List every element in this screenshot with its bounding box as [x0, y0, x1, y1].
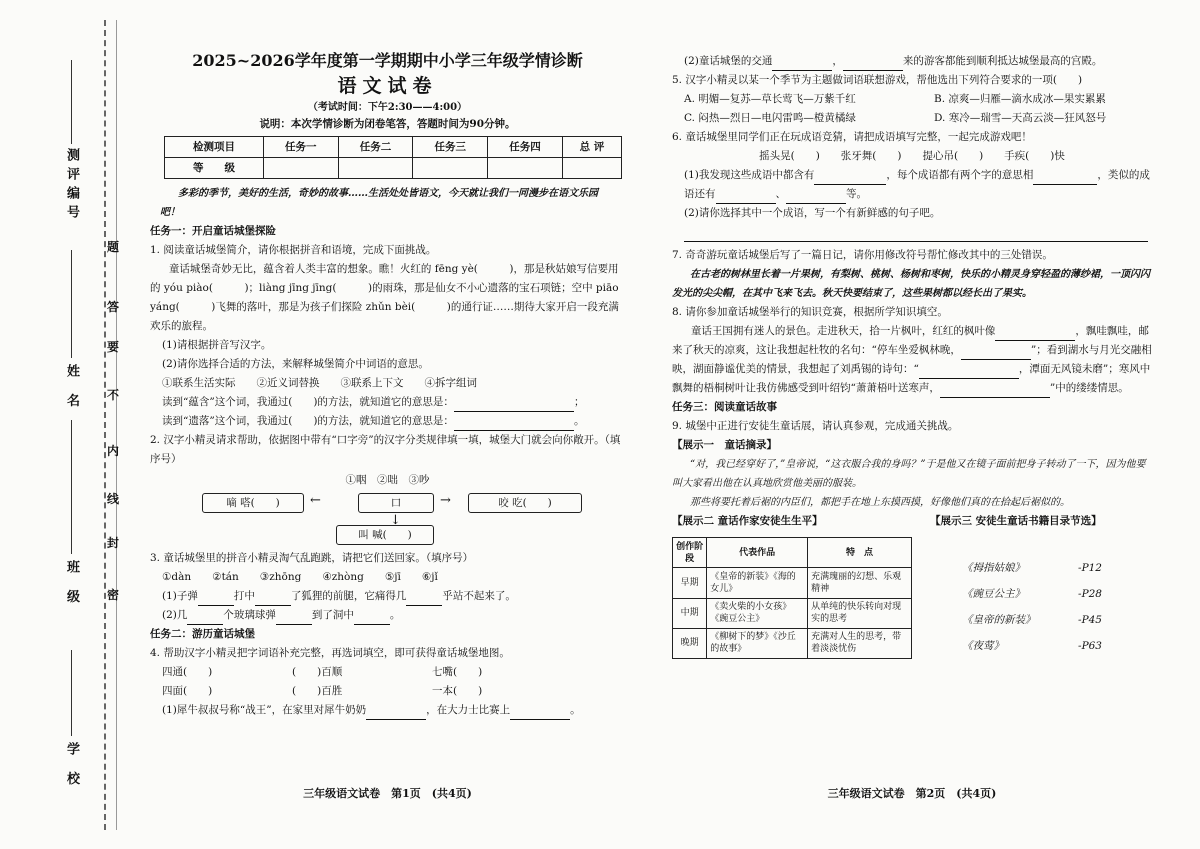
idiom-item[interactable]: 四通( ): [162, 666, 213, 678]
answer-blank[interactable]: [961, 347, 1031, 360]
idiom-item[interactable]: 七嘴( ): [432, 666, 483, 678]
answer-blank[interactable]: [406, 593, 442, 606]
radical-diagram: [150, 473, 625, 545]
show3-heading: 【展示三 安徒生童话书籍目录节选】: [930, 515, 1102, 527]
answer-blank[interactable]: [995, 328, 1075, 341]
page-1: 2025~2026学年度第一学期期中小学三年级学情诊断 语文试卷 （考试时间：下午2:30——4:00） 说明：本次学情诊断为闭卷笔答，答题时间为90分钟。 检测项目 任务一 任务二 任务三 任务四 总 评 等 级 多彩的季节，美好的生活，奇妙的故事……生活处处皆语文，今天就让我们一同漫步在语文乐园吧！ 任务一：开启童话城堡探险 1. 阅读童话城堡简介，请你根据拼音和语境，完成下面挑战。 童话城堡奇妙无比，蕴含着人类丰富的想象。瞧！火红的 fēng yè( )，那是秋姑娘写信要用的 yóu piào( )；liàng jīng jīng( )的雨珠，那是仙女不小心遗落的宝石项链；空中 piāo yáng( )飞舞的落叶，那是为孩子们探险 zhǔn bèi( )的通行证……期待大家开启一段充满欢乐的旅程。 (1)请根据拼音写汉字。 (2)请你选择合适的方法，来解释城堡简介中词语的意思。 ①联系生活实际 ②近义词替换 ③联系上下文 ④拆字组词 读到“蕴含”这个词，我通过( )的方法，就知道它的意思是： ； 读到“遗落”这个词，我通过( )的方法，就知道它的意思是： 。 2. 汉字小精灵请求帮助，依据图中带有“口字旁”的汉字分类规律填一填，城堡大门就会向你敞开。（填序号） ①咽 ②咄 ③吵 嘀 嗒( ) ← 口 → 咬 吃( ) ↓ 叫 喊( ) 3. 童话城堡里的拼音小精灵淘气乱跑跳，请把它们送回家。（填序号） ①dàn ②tán ③zhōng ④zhòng ⑤jī ⑥jǐ (1)子弹 打中 了狐狸的前腿，它痛得几 乎站不起来了。 (2)几 个玻璃球弹 到了洞中 。 任务二：游历童话城堡 4. 帮助汉字小精灵把字词语补充完整，再选词填空，即可获得童话城堡地图。 四通( ) ( )百顺 七嘴( ) 四面( ) ( )百胜 一本( ) (1)犀牛叔叔号称“战王”，在家里对犀牛奶奶 ，在大力士比赛上 。 三年级语文试卷 第1页 (共4页): [150, 0, 625, 849]
excerpt-2: 那些将要托着后裾的内臣们，都把手在地上东摸西摸，好像他们真的在拾起后裾似的。: [690, 497, 1070, 508]
answer-blank[interactable]: [454, 418, 574, 431]
grade-header: 任务二: [338, 137, 413, 158]
q8-text: ，潭面无风镜未磨”；寒风中飘舞的梧桐树叶让我仿佛感受到叶绍钧“萧萧梧叶送寒声，: [672, 363, 1151, 394]
q1-stem: 1. 阅读童话城堡简介，请你根据拼音和语境，完成下面挑战。: [150, 244, 437, 256]
q4-row2: [150, 682, 625, 701]
intro-text: 多彩的季节，美好的生活，奇妙的故事……生活处处皆语文，今天就让我们一同漫步在语文乐园吧！: [160, 188, 598, 218]
q5-option-d[interactable]: D. 寒冷—瑞雪—天高云淡—狂风怒号: [934, 112, 1107, 124]
idiom-item[interactable]: ( )百胜: [292, 685, 343, 697]
name-label: 姓 名: [64, 364, 79, 413]
answer-blank[interactable]: [454, 399, 574, 412]
q4-row1: [150, 663, 625, 682]
works-header: 创作阶段: [673, 538, 707, 568]
answer-blank[interactable]: [786, 191, 846, 204]
q3-line2-text: 到了洞中: [311, 609, 354, 621]
grade-cell[interactable]: [338, 158, 413, 179]
q6-idioms[interactable]: 摇头晃( ) 张牙舞( ) 提心吊( ) 手疾( )快: [759, 150, 1065, 162]
q4-sentence1: (1)犀牛叔叔号称“战王”，在家里对犀牛奶奶: [162, 704, 367, 716]
page1-footer: 三年级语文试卷 第1页 (共4页): [303, 787, 472, 800]
answer-line[interactable]: [684, 223, 1148, 242]
idiom-item[interactable]: ( )百顺: [292, 666, 343, 678]
q7-diary[interactable]: 在古老的树林里长着一片果树，有梨树、桃树、杨树和枣树，快乐的小精灵身穿轻盈的薄纱裙，一顶闪闪发光的尖尖帽，在其中飞来飞去。秋天快要结束了，这些果树都以经长出了果实。: [672, 269, 1150, 299]
toc-list: [962, 555, 1102, 659]
seal-char: 题: [107, 240, 120, 254]
answer-blank[interactable]: [1033, 172, 1097, 185]
q3-line2-text: 个玻璃球弹: [223, 609, 276, 621]
q5-option-b[interactable]: B. 凉爽—归雁—滴水成冰—果实累累: [934, 93, 1106, 105]
seal-solid-line: [116, 20, 117, 830]
answer-blank[interactable]: [354, 612, 390, 625]
works-titles: 《柳树下的梦》《沙丘的故事》: [707, 628, 808, 658]
q1-sub1: (1)请根据拼音写汉字。: [162, 339, 272, 351]
show2-heading: 【展示二 童话作家安徒生生平】: [672, 515, 823, 527]
q4-sentence2: (2)童话城堡的交通: [684, 55, 773, 67]
works-titles: 《皇帝的新装》《海的女儿》: [707, 568, 808, 598]
box-left[interactable]: 嘀 嗒( ): [202, 493, 304, 513]
answer-blank[interactable]: [255, 593, 291, 606]
school-line[interactable]: [71, 650, 72, 736]
q5-option-c[interactable]: C. 闷热—烈日—电闪雷鸣—橙黄橘绿: [684, 112, 856, 124]
excerpt-1: “对，我已经穿好了，”皇帝说，“这衣服合我的身吗？”于是他又在镜子面前把身子转动了一下，因为他要叫大家看出他在认真地欣赏他美丽的服装。: [672, 459, 1146, 489]
q6-sub1: 等。: [846, 188, 867, 200]
q2-stem: 2. 汉字小精灵请求帮助，依据图中带有“口字旁”的汉字分类规律填一填，城堡大门就会向你敞开。（填序号）: [150, 434, 621, 465]
q4-sentence1: 。: [570, 704, 581, 716]
list-item: [962, 581, 1102, 607]
grade-cell[interactable]: [413, 158, 488, 179]
test-number-label: 测评编号: [64, 148, 79, 224]
q4-sentence2: ，: [832, 55, 843, 67]
task3-heading: 任务三：阅读童话故事: [672, 401, 777, 413]
table-row: [673, 598, 912, 628]
q4-stem: 4. 帮助汉字小精灵把字词语补充完整，再选词填空，即可获得童话城堡地图。: [150, 647, 510, 659]
class-line[interactable]: [71, 420, 72, 554]
works-header: 代表作品: [707, 538, 808, 568]
exam-title: 2025~2026学年度第一学期期中小学三年级学情诊断: [192, 51, 583, 70]
q8-text: ，飘哇飘哇，邮来了秋天的凉爽，这让我想起杜牧的名句：“停车坐爱枫林晚，: [672, 325, 1149, 356]
toc-page: -P12: [1078, 562, 1102, 574]
q3-line1-text: 了狐狸的前腿，它痛得几: [290, 590, 407, 602]
q6-sub1: ，类似的成语还有: [684, 169, 1150, 200]
q6-sub1: ，每个成语都有两个字的意思相: [886, 169, 1034, 181]
toc-title: 《夜莺》: [962, 640, 1004, 652]
grade-row-label: 等 级: [165, 158, 264, 179]
toc-title: 《豌豆公主》: [962, 588, 1025, 600]
answer-blank[interactable]: [510, 707, 570, 720]
q7-stem: 7. 奇奇游玩童话城堡后写了一篇日记，请你用修改符号帮忙修改其中的三处错误。: [672, 249, 1053, 261]
page2-footer: 三年级语文试卷 第2页 (共4页): [827, 787, 997, 800]
q3-options: ①dàn ②tán ③zhōng ④zhòng ⑤jī ⑥jǐ: [162, 571, 438, 583]
show1-heading: 【展示一 童话摘录】: [672, 439, 777, 451]
q9-exhibits: [672, 537, 1152, 659]
q8-text: ”中的缕缕情思。: [1049, 382, 1129, 394]
binding-margin: [0, 0, 150, 849]
works-titles: 《卖火柴的小女孩》《豌豆公主》: [707, 598, 808, 628]
q8-text: ”；看到湖水与月光交融相映，湖面静谧优美的情景，我想起了刘禹锡的诗句：“: [672, 344, 1152, 375]
list-item: [962, 555, 1102, 581]
box-center: 口: [358, 493, 434, 513]
q6-stem: 6. 童话城堡里同学们正在玩成语竞猜，请把成语填写完整，一起完成游戏吧！: [672, 131, 1032, 143]
seal-char: 内: [107, 444, 120, 458]
grade-table: [164, 136, 622, 179]
school-label: 学 校: [64, 742, 79, 791]
idiom-item[interactable]: 四面( ): [162, 685, 213, 697]
answer-blank[interactable]: [772, 58, 832, 71]
q5-options-row1: [672, 90, 1152, 109]
box-bottom[interactable]: 叫 喊( ): [336, 525, 434, 545]
grade-header: 总 评: [562, 137, 621, 158]
q1-passage: 童话城堡奇妙无比，蕴含着人类丰富的想象。瞧！火红的 fēng yè( )，那是秋姑娘写信要用的 yóu piào( )；liàng jīng jīng( )的雨珠，那是仙女不小心遗落的宝石项链；空中 piāo yáng( )飞舞的落叶，那是为孩子们探险 zhǔn bèi( )的通行证……期待大家开启一段充满欢乐的旅程。: [150, 263, 619, 332]
seal-char: 要: [107, 340, 120, 354]
works-stage: 晚期: [673, 628, 707, 658]
idiom-item[interactable]: 一本( ): [432, 685, 483, 697]
grade-header: 任务一: [263, 137, 338, 158]
grade-header: 检测项目: [165, 137, 264, 158]
arrow-right-icon: →: [440, 493, 451, 508]
grade-cell[interactable]: [263, 158, 338, 179]
answer-blank[interactable]: [366, 707, 426, 720]
table-row: [673, 628, 912, 658]
answer-blank[interactable]: [716, 191, 776, 204]
arrow-down-icon: ↓: [390, 513, 401, 528]
show-headings: [672, 512, 1152, 531]
q5-option-a[interactable]: A. 明媚—复苏—草长莺飞—万紫千红: [684, 93, 856, 105]
q8-text: 童话王国拥有迷人的景色。走进秋天，拾一片枫叶，红红的枫叶像: [690, 325, 996, 337]
works-feature: 充满对人生的思考，带着淡淡忧伤: [808, 628, 912, 658]
grade-cell[interactable]: [562, 158, 621, 179]
works-header: 特 点: [808, 538, 912, 568]
answer-blank[interactable]: [814, 172, 886, 185]
works-feature: 充满瑰丽的幻想、乐观精神: [808, 568, 912, 598]
box-right[interactable]: 咬 吃( ): [468, 493, 582, 513]
list-item: [962, 633, 1102, 659]
grade-header: 任务四: [488, 137, 563, 158]
arrow-left-icon: ←: [310, 493, 321, 508]
seal-dash-line: [104, 20, 106, 830]
answer-blank[interactable]: [187, 612, 223, 625]
exam-time: （考试时间：下午2:30——4:00）: [307, 102, 468, 113]
q6-sub1: (1)我发现这些成语中都含有: [684, 169, 815, 181]
q5-stem: 5. 汉字小精灵以某一个季节为主题做词语联想游戏，帮他选出下列符合要求的一项( ): [672, 74, 1083, 86]
toc-title: 《皇帝的新装》: [962, 614, 1036, 626]
works-stage: 中期: [673, 598, 707, 628]
toc-title: 《拇指姑娘》: [962, 562, 1025, 574]
answer-blank[interactable]: [919, 366, 1019, 379]
q6-sub1: 、: [775, 188, 786, 200]
class-label: 班 级: [64, 560, 79, 609]
works-stage: 早期: [673, 568, 707, 598]
q5-options-row2: [672, 109, 1152, 128]
grade-cell[interactable]: [488, 158, 563, 179]
list-item: [962, 607, 1102, 633]
q1-row2: 读到“遗落”这个词，我通过( )的方法，就知道它的意思是：: [162, 415, 454, 427]
name-line[interactable]: [71, 250, 72, 358]
page-2: [672, 0, 1152, 849]
test-number-line[interactable]: [71, 60, 72, 144]
works-table: [672, 537, 912, 659]
q1-sub2: (2)请你选择合适的方法，来解释城堡简介中词语的意思。: [162, 358, 429, 370]
answer-blank[interactable]: [198, 593, 234, 606]
grade-header: 任务三: [413, 137, 488, 158]
seal-char: 封: [107, 536, 120, 550]
q4-sentence2: 来的游客都能到顺利抵达城堡最高的宫殿。: [902, 55, 1103, 67]
q3-line2-text: (2)几: [162, 609, 188, 621]
q1-methods: ①联系生活实际 ②近义词替换 ③联系上下文 ④拆字组词: [162, 377, 477, 389]
exam-subtitle: 语文试卷: [337, 75, 438, 97]
exam-note: 说明：本次学情诊断为闭卷笔答，答题时间为90分钟。: [259, 118, 516, 130]
q3-line1-text: 乎站不起来了。: [442, 590, 516, 602]
q3-stem: 3. 童话城堡里的拼音小精灵淘气乱跑跳，请把它们送回家。（填序号）: [150, 552, 474, 564]
q4-sentence1: ，在大力士比赛上: [426, 704, 511, 716]
seal-char: 密: [107, 588, 120, 602]
answer-blank[interactable]: [276, 612, 312, 625]
toc-page: -P63: [1078, 640, 1102, 652]
seal-char: 答: [107, 300, 120, 314]
q1-row1: 读到“蕴含”这个词，我通过( )的方法，就知道它的意思是：: [162, 396, 454, 408]
q9-stem: 9. 城堡中正进行安徒生童话展，请认真参观，完成通关挑战。: [672, 420, 959, 432]
answer-blank[interactable]: [843, 58, 903, 71]
seal-char: 线: [107, 492, 120, 506]
q2-options: ①咽 ②咄 ③吵: [345, 474, 430, 486]
answer-blank[interactable]: [940, 385, 1050, 398]
q6-sub2: (2)请你选择其中一个成语，写一个有新鲜感的句子吧。: [684, 207, 941, 219]
q3-line1-text: (1)子弹: [162, 590, 198, 602]
toc-page: -P45: [1078, 614, 1102, 626]
q3-line1-text: 打中: [233, 590, 255, 602]
q8-stem: 8. 请你参加童话城堡举行的知识竞赛，根据所学知识填空。: [672, 306, 948, 318]
seal-char: 不: [107, 388, 120, 402]
toc-page: -P28: [1078, 588, 1102, 600]
table-row: [673, 568, 912, 598]
task1-heading: 任务一：开启童话城堡探险: [150, 225, 276, 237]
task2-heading: 任务二：游历童话城堡: [150, 628, 255, 640]
works-feature: 从单纯的快乐转向对现实的思考: [808, 598, 912, 628]
q3-line2-text: 。: [389, 609, 401, 621]
